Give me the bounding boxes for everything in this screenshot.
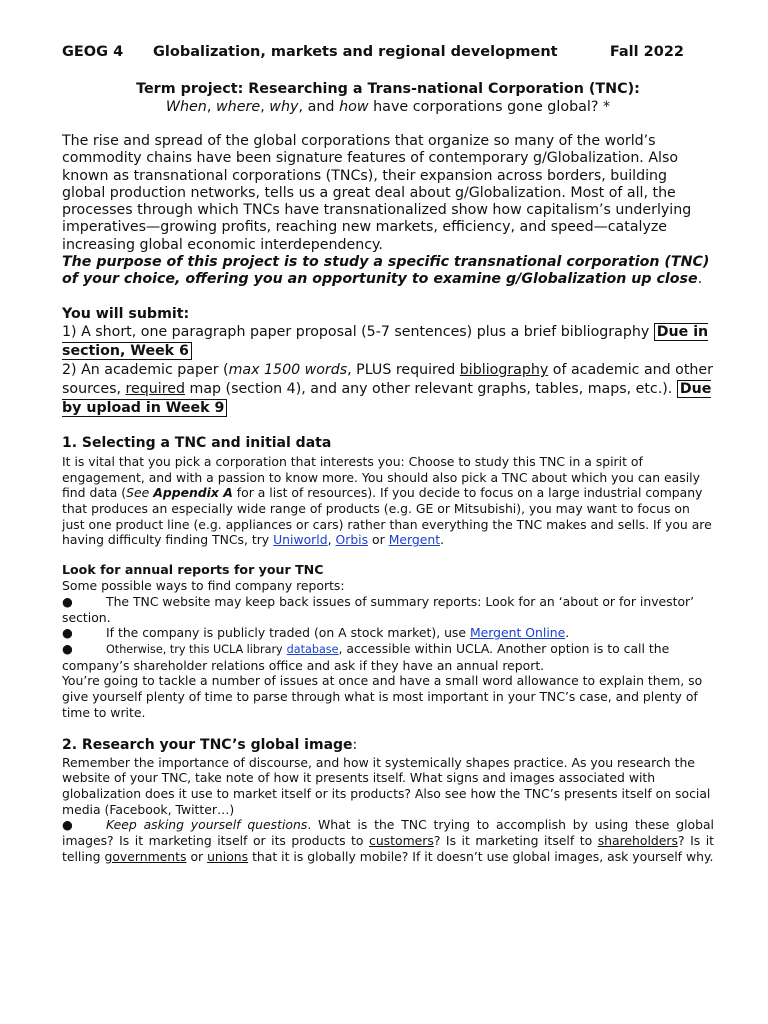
bullet-icon: ●	[62, 593, 73, 609]
list-item: ● If the company is publicly traded (on A stock market), use Mergent Online.	[62, 625, 570, 641]
annual-reports-heading: Look for annual reports for your TNC	[62, 562, 324, 578]
course-title: Globalization, markets and regional development	[153, 44, 558, 60]
project-subtitle: When, where, why, and how have corporations gone global? *	[165, 99, 611, 115]
due-badge-week6: Due in section, Week 6	[62, 323, 709, 359]
orbis-link[interactable]: Orbis	[335, 532, 369, 548]
document-page	[62, 44, 714, 864]
mergent-link[interactable]: Mergent	[388, 532, 441, 548]
list-item: ● The TNC website may keep back issues of summary reports: Look for an ‘about or for investor’ section.	[62, 593, 695, 625]
mergent-online-link[interactable]: Mergent Online	[469, 625, 566, 641]
reports-intro: Some possible ways to find company reports:	[62, 578, 345, 594]
submit-section	[62, 306, 714, 418]
bullet-icon: ●	[62, 625, 73, 641]
submit-item-2: 2) An academic paper (max 1500 words, PLUS required bibliography of academic and other sources, required map (section 4), and any other relevant graphs, tables, maps, etc.). Due by upload in Week 9	[62, 361, 713, 416]
bullet-icon: ●	[62, 817, 73, 833]
purpose-statement: The purpose of this project is to study a specific transnational corporation (TNC) of your choice, offering you an opportunity to examine g/Globalization up close.	[62, 254, 710, 288]
due-badge-week9: Due by upload in Week 9	[62, 380, 712, 416]
list-item: ● Otherwise, try this UCLA library database, accessible within UCLA. Another option is to call the company’s shareholder relations office and ask if they have an annual report.	[62, 641, 670, 673]
section1-closing: You’re going to tackle a number of issues at once and have a small word allowance to explain them, so give yourself plenty of time to parse through what is most important in your TNC’s case, and plenty of time to write.	[62, 673, 703, 720]
course-code: GEOG 4	[62, 44, 124, 60]
section1-heading: 1. Selecting a TNC and initial data	[62, 434, 332, 451]
course-term: Fall 2022	[609, 44, 684, 60]
section1-paragraph: It is vital that you pick a corporation that interests you: Choose to study this TNC in a spirit of engagement, and with a passion to know more. You should also pick a TNC about which you can easily find data (See Appendix A for a list of resources). If you decide to focus on a large industrial company that produces an especially wide range of products (e.g. GE or Mitsubishi), you may want to focus on just one product line (e.g. appliances or cars) rather than everything the TNC makes and sells. If you are having difficulty finding TNCs, try Uniworld, Orbis or Mergent.	[62, 453, 712, 548]
submit-item-1: 1) A short, one paragraph paper proposal (5-7 sentences) plus a brief bibliography Due in section, Week 6	[62, 323, 709, 359]
section2-paragraph: Remember the importance of discourse, and how it systemically shapes practice. As you research the website of your TNC, take note of how it presents itself. What signs and images associated with globalization does it use to market itself or its products? Also see how the TNC’s presents itself on social media (Facebook, Twitter…)	[62, 754, 711, 817]
course-header	[62, 44, 714, 66]
intro-paragraph: The rise and spread of the global corporations that organize so many of the world’s commodity chains have been signature features of contemporary g/Globalization. Also known as transnational corporations (TNCs), their expansion across borders, building global production networks, tells us a great deal about g/Globalization. Most of all, the processes through which TNCs have transnationalized show how capitalism’s underlying imperatives—growing profits, reaching new markets, efficiency, and speed—catalyze increasing global economic interdependency.	[62, 133, 692, 253]
uniworld-link[interactable]: Uniworld	[273, 532, 328, 548]
section2-bullet: ● Keep asking yourself questions. What is the TNC trying to accomplish by using these global images? Is it marketing itself or its products to customers? Is it marketing itself to shareholders? Is it telling governments or unions that it is globally mobile? If it doesn’t use global images, ask yourself why.	[62, 817, 714, 864]
section2-heading: 2. Research your TNC’s global image:	[62, 736, 358, 753]
submit-heading: You will submit:	[62, 305, 190, 322]
bullet-icon: ●	[62, 641, 73, 656]
project-title: Term project: Researching a Trans-national Corporation (TNC):	[136, 81, 640, 97]
database-link[interactable]: database	[286, 643, 339, 656]
